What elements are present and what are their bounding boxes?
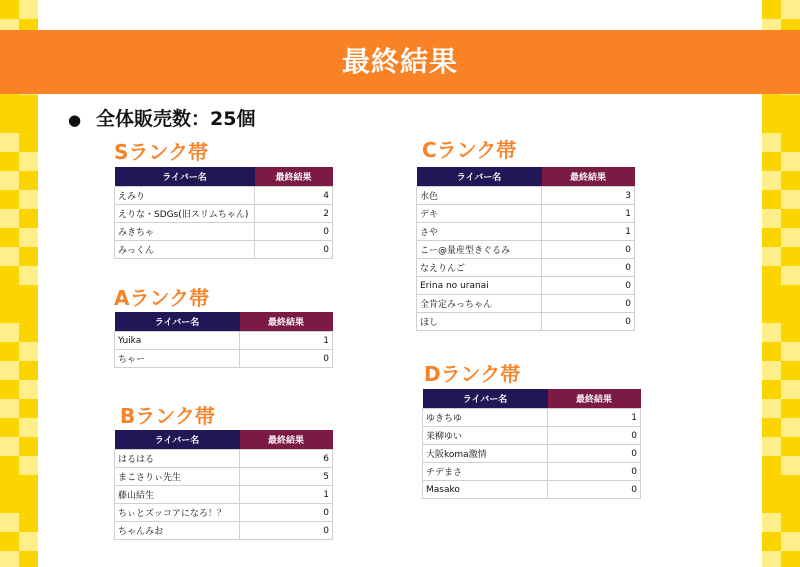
column-header-result: 最終結果 — [240, 430, 333, 450]
liver-name-cell: ほし — [417, 313, 542, 331]
table-row — [115, 504, 333, 522]
checker-square — [762, 437, 781, 456]
checker-square — [0, 513, 19, 532]
checker-square — [762, 399, 781, 418]
table-row — [417, 241, 635, 259]
checker-square — [19, 228, 38, 247]
liver-name-cell: みっくん — [115, 241, 255, 259]
table-row — [417, 223, 635, 241]
result-value-cell: 0 — [240, 504, 333, 522]
table-row — [115, 450, 333, 468]
checker-square — [19, 456, 38, 475]
table-row — [423, 409, 641, 427]
table-row — [115, 468, 333, 486]
rank-a-table — [114, 312, 333, 368]
table-row — [423, 427, 641, 445]
column-header-name: ライバー名 — [115, 312, 240, 332]
column-header-result: 最終結果 — [240, 312, 333, 332]
result-value-cell: 2 — [255, 205, 333, 223]
rank-b-table — [114, 430, 333, 540]
checker-square — [0, 133, 19, 152]
column-header-result: 最終結果 — [255, 167, 333, 187]
column-header-result: 最終結果 — [542, 167, 635, 187]
checker-square — [781, 0, 800, 19]
checker-square — [781, 532, 800, 551]
result-value-cell: 0 — [548, 463, 641, 481]
result-value-cell: 0 — [240, 350, 333, 368]
result-value-cell: 3 — [542, 187, 635, 205]
result-value-cell: 6 — [240, 450, 333, 468]
rank-s-heading: Sランク帯 — [114, 140, 209, 164]
checker-square — [781, 418, 800, 437]
result-value-cell: 0 — [548, 427, 641, 445]
checker-square — [781, 190, 800, 209]
result-value-cell: 4 — [255, 187, 333, 205]
table-row — [417, 259, 635, 277]
liver-name-cell: なえりんご — [417, 259, 542, 277]
result-value-cell: 1 — [542, 223, 635, 241]
checker-square — [0, 209, 19, 228]
rank-d-heading: Dランク帯 — [424, 362, 521, 386]
checker-square — [762, 513, 781, 532]
result-value-cell: 0 — [240, 522, 333, 540]
liver-name-cell: まこさりぃ先生 — [115, 468, 240, 486]
result-value-cell: 0 — [542, 313, 635, 331]
liver-name-cell: 茉柳ゆい — [423, 427, 548, 445]
liver-name-cell: 大阪koma激情 — [423, 445, 548, 463]
result-value-cell: 5 — [240, 468, 333, 486]
checker-square — [19, 190, 38, 209]
liver-name-cell: 水色 — [417, 187, 542, 205]
checker-square — [781, 152, 800, 171]
rank-c-heading: Cランク帯 — [422, 138, 517, 162]
table-row — [423, 481, 641, 499]
checker-square — [762, 551, 781, 567]
column-header-name: ライバー名 — [423, 389, 548, 409]
column-header-name: ライバー名 — [417, 167, 542, 187]
checker-square — [19, 0, 38, 19]
column-header-name: ライバー名 — [115, 430, 240, 450]
rank-a-heading: Aランク帯 — [114, 286, 210, 310]
table-row — [115, 350, 333, 368]
liver-name-cell: Erina no uranai — [417, 277, 542, 295]
liver-name-cell: ゆきちゆ — [423, 409, 548, 427]
page-title: 最終結果 — [341, 45, 458, 78]
liver-name-cell: みきちゃ — [115, 223, 255, 241]
liver-name-cell: チデまさ — [423, 463, 548, 481]
rank-s-table — [114, 167, 333, 259]
checker-square — [781, 228, 800, 247]
checker-square — [0, 361, 19, 380]
result-value-cell: 0 — [542, 295, 635, 313]
liver-name-cell: ちぃとズッコアになろ！？ — [115, 504, 240, 522]
checker-square — [762, 361, 781, 380]
checker-square — [762, 209, 781, 228]
bullet-icon: ● — [68, 111, 82, 129]
rank-b-heading: Bランク帯 — [120, 404, 215, 428]
liver-name-cell: えみり — [115, 187, 255, 205]
result-value-cell: 0 — [542, 241, 635, 259]
checker-square — [0, 247, 19, 266]
rank-c-table — [416, 167, 635, 331]
table-row — [417, 205, 635, 223]
liver-name-cell: こー@量産型きぐるみ — [417, 241, 542, 259]
table-row — [115, 187, 333, 205]
result-value-cell: 0 — [548, 481, 641, 499]
checker-square — [19, 152, 38, 171]
checker-square — [19, 532, 38, 551]
table-row — [115, 241, 333, 259]
checker-square — [781, 456, 800, 475]
checker-square — [781, 380, 800, 399]
table-row — [423, 445, 641, 463]
liver-name-cell: Masako — [423, 481, 548, 499]
liver-name-cell: Yuika — [115, 332, 240, 350]
checker-square — [19, 418, 38, 437]
checker-square — [0, 437, 19, 456]
checker-square — [781, 266, 800, 285]
result-value-cell: 1 — [240, 486, 333, 504]
result-value-cell: 0 — [548, 445, 641, 463]
table-row — [417, 295, 635, 313]
liver-name-cell: ちゃんみお — [115, 522, 240, 540]
rank-d-table — [422, 389, 641, 499]
checker-square — [0, 171, 19, 190]
table-row — [115, 332, 333, 350]
result-value-cell: 0 — [542, 259, 635, 277]
table-row — [417, 187, 635, 205]
table-row — [417, 313, 635, 331]
result-value-cell: 1 — [542, 205, 635, 223]
checker-square — [762, 171, 781, 190]
table-row — [417, 277, 635, 295]
result-value-cell: 0 — [255, 223, 333, 241]
result-value-cell: 0 — [542, 277, 635, 295]
liver-name-cell: 全肯定みっちゃん — [417, 295, 542, 313]
table-row — [115, 205, 333, 223]
liver-name-cell: はるはる — [115, 450, 240, 468]
checker-square — [762, 133, 781, 152]
checker-square — [0, 323, 19, 342]
column-header-result: 最終結果 — [548, 389, 641, 409]
result-value-cell: 1 — [548, 409, 641, 427]
liver-name-cell: えりな・SDGs(旧スリムちゃん) — [115, 205, 255, 223]
column-header-name: ライバー名 — [115, 167, 255, 187]
liver-name-cell: さや — [417, 223, 542, 241]
checker-square — [0, 399, 19, 418]
result-value-cell: 1 — [240, 332, 333, 350]
checker-square — [19, 266, 38, 285]
liver-name-cell: ちゃー — [115, 350, 240, 368]
table-row — [115, 223, 333, 241]
checker-square — [0, 551, 19, 567]
liver-name-cell: 藤山結生 — [115, 486, 240, 504]
total-sales-line — [68, 104, 255, 131]
checker-square — [781, 342, 800, 361]
checker-square — [762, 247, 781, 266]
checker-square — [19, 342, 38, 361]
total-sales-text: 全体販売数：25個 — [96, 108, 256, 130]
result-value-cell: 0 — [255, 241, 333, 259]
checker-square — [762, 323, 781, 342]
table-row — [115, 486, 333, 504]
table-row — [423, 463, 641, 481]
checker-square — [19, 380, 38, 399]
liver-name-cell: デキ — [417, 205, 542, 223]
table-row — [115, 522, 333, 540]
